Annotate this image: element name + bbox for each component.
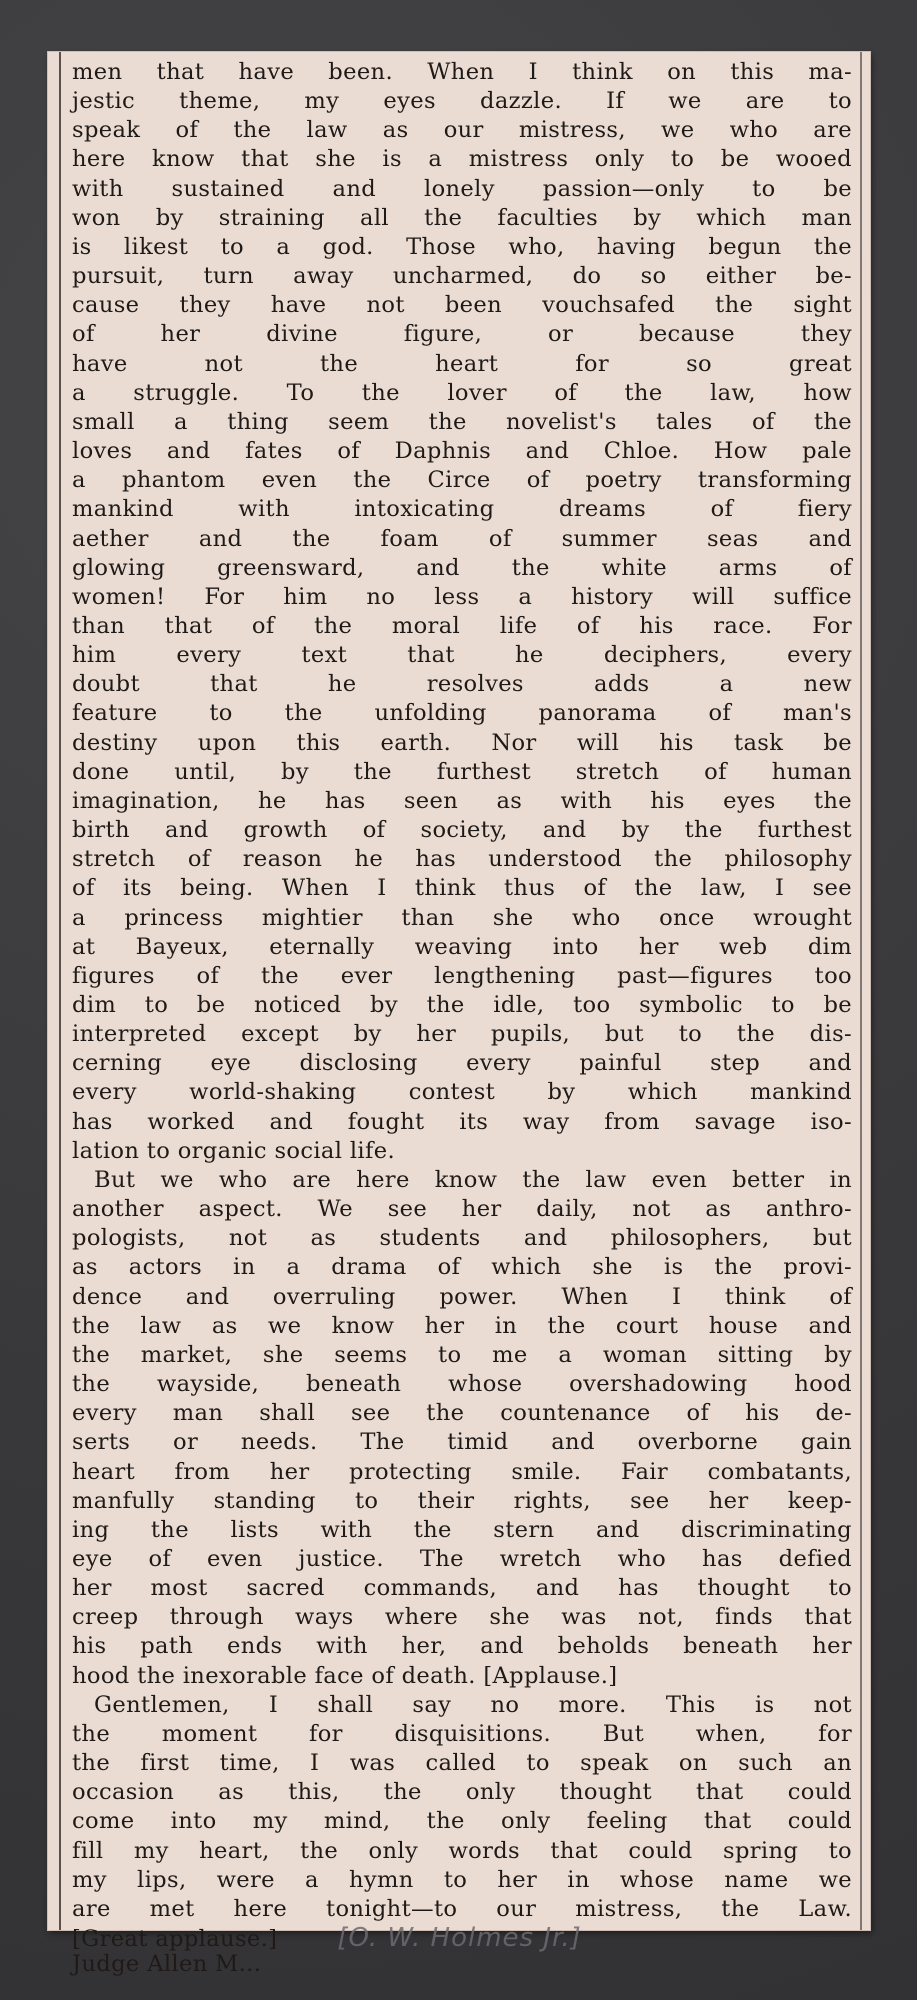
text-line: her most sacred commands, and has thought to [72, 1575, 852, 1602]
text-line: won by straining all the faculties by which man [72, 204, 852, 231]
text-line: his path ends with her, and beholds beneath her [72, 1633, 852, 1660]
text-line: glowing greensward, and the white arms of [72, 554, 852, 581]
text-line: the law as we know her in the court house and [72, 1312, 852, 1339]
text-line: creep through ways where she was not, finds that [72, 1604, 852, 1631]
cutoff-line-text: Judge Allen M... [72, 1951, 262, 1978]
text-line: lation to organic social life. [72, 1137, 395, 1164]
text-line: dence and overruling power. When I think of [72, 1283, 852, 1310]
text-line: birth and growth of society, and by the furthest [72, 817, 852, 844]
text-line: eye of even justice. The wretch who has defied [72, 1545, 852, 1572]
text-line: cerning eye disclosing every painful step and [72, 1050, 852, 1077]
paragraph-law-another-aspect [72, 1166, 852, 1691]
text-line: destiny upon this earth. Nor will his task be [72, 729, 852, 756]
text-line: than that of the moral life of his race. For [72, 612, 852, 639]
text-line: as actors in a drama of which she is the provi- [72, 1254, 852, 1281]
text-line: aether and the foam of summer seas and [72, 525, 852, 552]
text-line: pursuit, turn away uncharmed, do so either be- [72, 263, 852, 290]
text-line: hood the inexorable face of death. [Applause.] [72, 1662, 618, 1689]
text-line: ing the lists with the stern and discriminating [72, 1516, 852, 1543]
text-line: the first time, I was called to speak on such an [72, 1750, 852, 1777]
left-column-rule [59, 52, 61, 1930]
text-line: here know that she is a mistress only to be wooed [72, 146, 852, 173]
text-line: him every text that he deciphers, every [72, 642, 852, 669]
text-line: are met here tonight—to our mistress, the Law. [72, 1895, 852, 1922]
text-line: Gentlemen, I shall say no more. This is not [94, 1691, 852, 1718]
text-line: done until, by the furthest stretch of human [72, 758, 852, 785]
text-line: of her divine figure, or because they [72, 321, 852, 348]
text-line: women! For him no less a history will suffice [72, 583, 852, 610]
text-line: speak of the law as our mistress, we who are [72, 117, 852, 144]
text-line: occasion as this, the only thought that could [72, 1779, 852, 1806]
text-line: every world-shaking contest by which mankind [72, 1079, 852, 1106]
text-line: heart from her protecting smile. Fair combatants, [72, 1458, 852, 1485]
paragraph-law-as-mistress [72, 58, 852, 1166]
text-line: cause they have not been vouchsafed the sight [72, 292, 852, 319]
text-line: a phantom even the Circe of poetry transforming [72, 467, 852, 494]
text-line: have not the heart for so great [72, 350, 852, 377]
text-line: stretch of reason he has understood the philosophy [72, 846, 852, 873]
text-line: But we who are here know the law even better in [94, 1166, 852, 1193]
text-line: fill my heart, the only words that could spring to [72, 1837, 852, 1864]
text-line: with sustained and lonely passion—only to be [72, 175, 852, 202]
text-line: come into my mind, the only feeling that could [72, 1808, 852, 1835]
text-line: the market, she seems to me a woman sitting by [72, 1341, 852, 1368]
text-line: is likest to a god. Those who, having begun the [72, 233, 852, 260]
text-line: a struggle. To the lover of the law, how [72, 379, 852, 406]
article-column [72, 58, 852, 1978]
text-line-content: [Great applause.] [72, 1926, 278, 1952]
text-line: every man shall see the countenance of his de- [72, 1400, 852, 1427]
text-line: imagination, he has seen as with his eyes the [72, 787, 852, 814]
text-line: of its being. When I think thus of the law, I see [72, 875, 852, 902]
text-line: doubt that he resolves adds a new [72, 671, 852, 698]
text-line: a princess mightier than she who once wrought [72, 904, 852, 931]
handwritten-signature: [O. W. Holmes Jr.] [337, 1923, 582, 1953]
text-line: small a thing seem the novelist's tales of the [72, 408, 852, 435]
text-line: pologists, not as students and philosophers, but [72, 1225, 852, 1252]
text-line: interpreted except by her pupils, but to the dis- [72, 1021, 852, 1048]
text-line: the moment for disquisitions. But when, for [72, 1720, 852, 1747]
text-line: jestic theme, my eyes dazzle. If we are to [72, 88, 852, 115]
text-line: mankind with intoxicating dreams of fiery [72, 496, 852, 523]
text-line: dim to be noticed by the idle, too symbolic to be [72, 992, 852, 1018]
text-line: manfully standing to their rights, see her keep- [72, 1487, 852, 1514]
text-line: the wayside, beneath whose overshadowing hood [72, 1371, 852, 1398]
text-line: feature to the unfolding panorama of man's [72, 700, 852, 727]
text-line: loves and fates of Daphnis and Chloe. How pale [72, 438, 852, 465]
text-line: at Bayeux, eternally weaving into her web dim [72, 933, 852, 960]
text-line: another aspect. We see her daily, not as anthro- [72, 1196, 852, 1223]
text-line: my lips, were a hymn to her in whose name we [72, 1866, 852, 1893]
paragraph-closing [72, 1691, 852, 1954]
right-column-rule [860, 52, 862, 1930]
newspaper-clipping [48, 52, 870, 1978]
text-line: men that have been. When I think on this ma- [72, 59, 852, 85]
text-line: figures of the ever lengthening past—figures too [72, 962, 852, 989]
text-line: serts or needs. The timid and overborne gain [72, 1429, 852, 1456]
text-line: has worked and fought its way from savage iso- [72, 1108, 852, 1135]
